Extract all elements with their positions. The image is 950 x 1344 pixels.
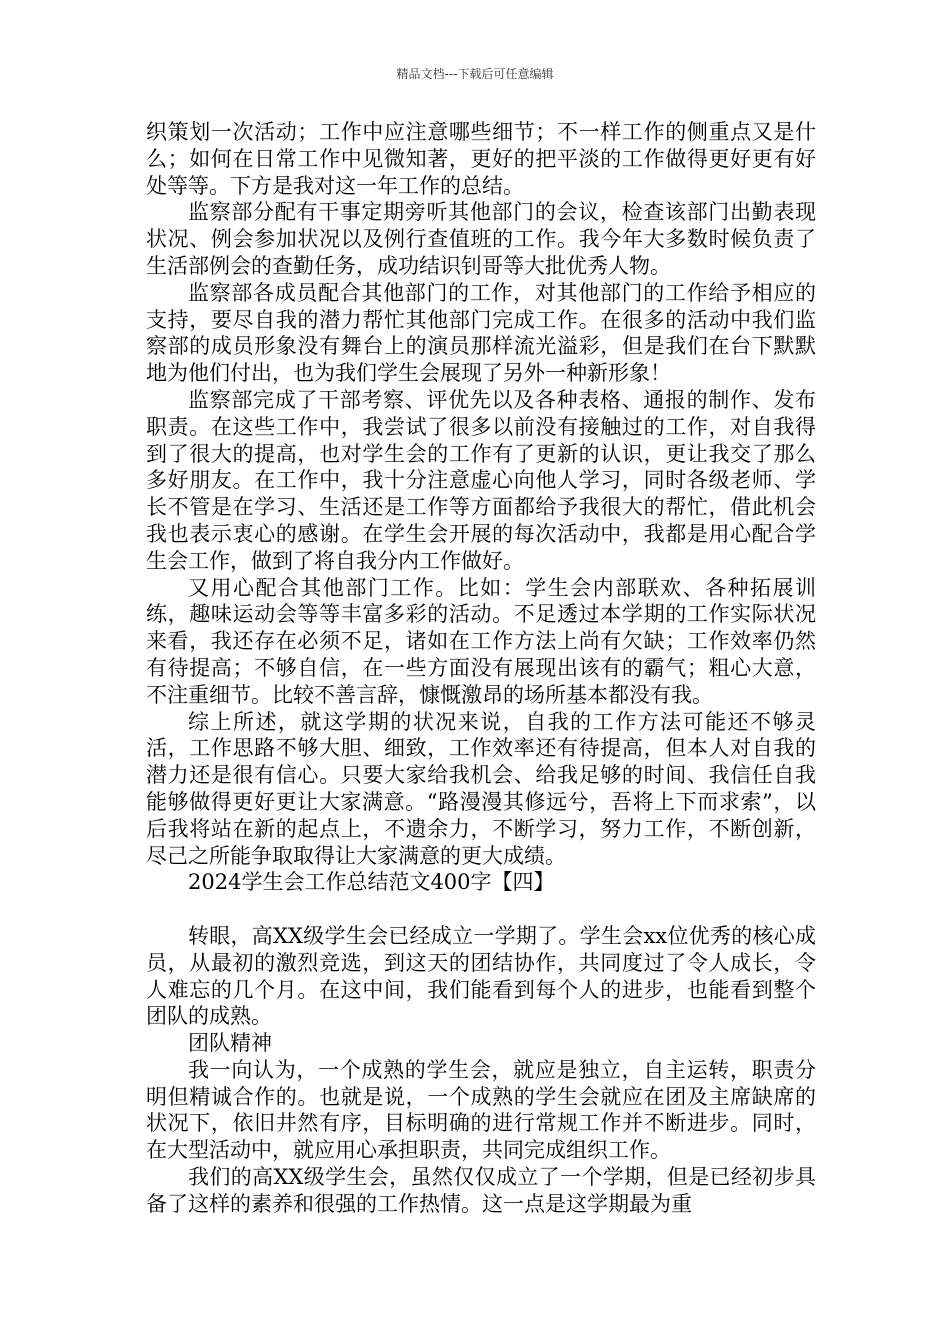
paragraph: 监察部完成了干部考察、评优先以及各种表格、通报的制作、发布职责。在这些工作中，我尝试了很多以前没有接触过的工作，对自我得到了很大的提高，也对学生会的工作有了更新的认识，更让我交了那么多好朋友。在工作中，我十分注意虚心向他人学习，同时各级老师、学长不管是在学习、生活还是工作等方面都给予我很大的帮忙，借此机会我也表示衷心的感谢。在学生会开展的每次活动中，我都是用心配合学生会工作，做到了将自我分内工作做好。: [146, 387, 816, 573]
paragraph: 综上所述，就这学期的状况来说，自我的工作方法可能还不够灵活，工作思路不够大胆、细致，工作效率还有待提高，但本人对自我的潜力还是很有信心。只要大家给我机会、给我足够的时间、我信任自我能够做得更好更让大家满意。“路漫漫其修远兮，吾将上下而求索”，以后我将站在新的起点上，不遗余力，不断学习，努力工作，不断创新，尽己之所能争取取得让大家满意的更大成绩。: [146, 709, 816, 868]
paragraph: 监察部各成员配合其他部门的工作，对其他部门的工作给予相应的支持，要尽自我的潜力帮忙其他部门完成工作。在很多的活动中我们监察部的成员形象没有舞台上的演员那样流光溢彩，但是我们在台下默默地为他们付出，也为我们学生会展现了另外一种新形象！: [146, 280, 816, 386]
paragraph: 监察部分配有干事定期旁听其他部门的会议，检查该部门出勤表现状况、例会参加状况以及例行查值班的工作。我今年大多数时候负责了生活部例会的查勤任务，成功结识钊哥等大批优秀人物。: [146, 200, 816, 278]
section-heading: 2024学生会工作总结范文400字【四】: [188, 870, 555, 895]
paragraph: 又用心配合其他部门工作。比如：学生会内部联欢、各种拓展训练，趣味运动会等等丰富多彩的活动。不足透过本学期的工作实际状况来看，我还存在必须不足，诸如在工作方法上尚有欠缺；工作效率仍然有待提高；不够自信，在一些方面没有展现出该有的霸气；粗心大意，不注重细节。比较不善言辞，慷慨激昂的场所基本都没有我。: [146, 575, 816, 707]
paragraph: 织策划一次活动；工作中应注意哪些细节；不一样工作的侧重点又是什么；如何在日常工作中见微知著，更好的把平淡的工作做得更好更有好处等等。下方是我对这一年工作的总结。: [146, 120, 816, 198]
blank-line: [146, 896, 816, 923]
paragraph: 转眼，高XX级学生会已经成立一学期了。学生会xx位优秀的核心成员，从最初的激烈竞选，到这天的团结协作，共同度过了令人成长，令人难忘的几个月。在这中间，我们能看到每个人的进步，也能看到整个团队的成熟。: [146, 923, 816, 1029]
subheading: 团队精神: [188, 1031, 272, 1056]
paragraph: 我们的高XX级学生会，虽然仅仅成立了一个学期，但是已经初步具备了这样的素养和很强的工作热情。这一点是这学期最为重: [146, 1165, 816, 1216]
paragraph: 我一向认为，一个成熟的学生会，就应是独立，自主运转，职责分明但精诚合作的。也就是说，一个成熟的学生会就应在团及主席缺席的状况下，依旧井然有序，目标明确的进行常规工作并不断进步。同时，在大型活动中，就应用心承担职责，共同完成组织工作。: [146, 1057, 816, 1163]
document-body: [146, 119, 816, 1218]
page-header: 精品文档---下载后可任意编辑: [396, 67, 554, 81]
